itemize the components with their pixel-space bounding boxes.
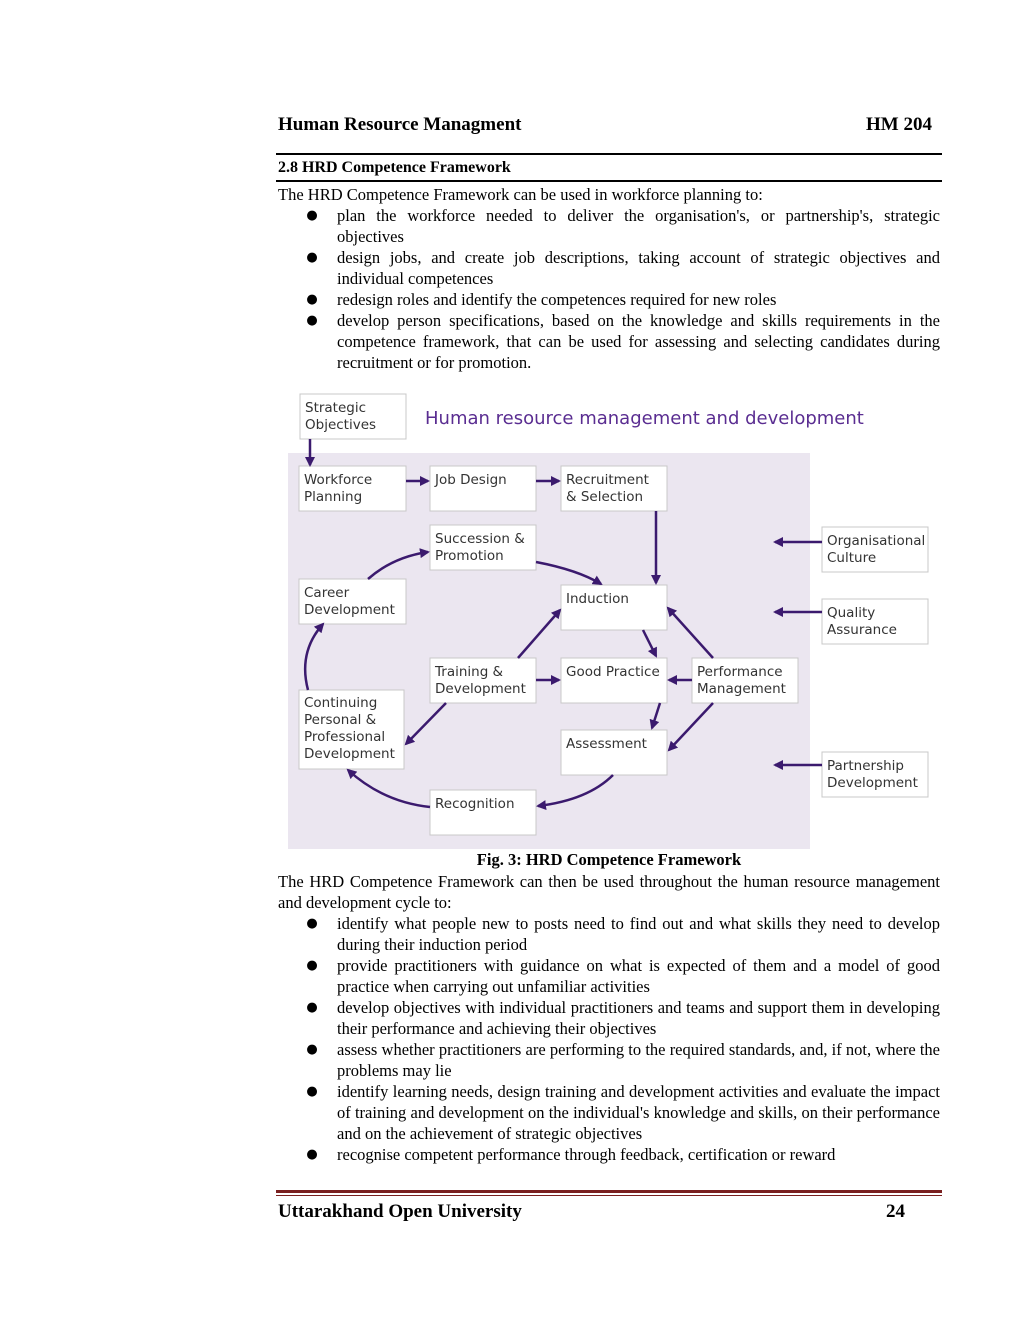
svg-text:Organisational: Organisational (827, 533, 926, 549)
list-item: ● identify learning needs, design training and development activities and evaluate the impact of training and development on the individual's knowledge and skills, on their performance and on the achievement of strategic objectives (306, 1082, 940, 1143)
bullet-icon: ● (306, 1000, 318, 1015)
bullet-icon: ● (306, 916, 318, 931)
list-item: ● redesign roles and identify the competences required for new roles (306, 290, 777, 309)
box-workforce-planning (299, 466, 406, 511)
svg-text:Job Design: Job Design (435, 472, 507, 488)
footer-university: Uttarakhand Open University (278, 1201, 522, 1222)
box-induction (561, 585, 667, 630)
list-item: ● provide practitioners with guidance on what is expected of them and a model of good practice when carrying out unfamiliar activities (306, 956, 940, 996)
svg-text:Promotion: Promotion (435, 548, 504, 564)
hrd-framework-diagram (288, 392, 944, 852)
bullet-icon: ● (306, 292, 318, 307)
list-item: ● identify what people new to posts need to find out and what skills they need to develop during their induction period (306, 914, 940, 954)
list-item: ● design jobs, and create job descriptions, taking account of strategic objectives and individual competences (306, 248, 940, 288)
bullet-icon: ● (306, 208, 318, 223)
list-item: ● plan the workforce needed to deliver the organisation's, or partnership's, strategic objectives (306, 206, 940, 246)
svg-text:Assurance: Assurance (827, 622, 897, 638)
svg-text:Objectives: Objectives (305, 417, 377, 433)
svg-text:Development: Development (435, 681, 526, 697)
box-cppd (299, 690, 404, 769)
svg-text:Performance: Performance (697, 664, 783, 680)
box-career-development (299, 579, 406, 624)
box-quality-assurance (822, 599, 928, 644)
box-assessment (561, 730, 667, 775)
box-good-practice (561, 658, 667, 703)
intro-paragraph: The HRD Competence Framework can be used in workforce planning to: (278, 185, 763, 204)
svg-text:Assessment: Assessment (566, 736, 647, 752)
svg-text:Good Practice: Good Practice (566, 664, 660, 680)
bullet-icon: ● (306, 313, 318, 328)
bullet-icon: ● (306, 1147, 318, 1162)
box-organisational-culture (822, 527, 928, 572)
list-item: ● develop person specifications, based on the knowledge and skills requirements in the competence framework, that can be used for assessing and selecting candidates during recruitment or for promotion. (306, 311, 940, 372)
box-job-design (430, 466, 536, 511)
list-item: ● develop objectives with individual practitioners and teams and support them in developing their performance and achieving their objectives (306, 998, 940, 1038)
svg-text:Development: Development (304, 746, 395, 762)
page-number: 24 (886, 1201, 905, 1222)
svg-text:Development: Development (304, 602, 395, 618)
svg-text:Career: Career (304, 585, 350, 601)
footer-rule-thin (276, 1195, 942, 1196)
svg-text:Planning: Planning (304, 489, 363, 505)
box-recognition (430, 790, 536, 835)
svg-text:Personal &: Personal & (304, 712, 377, 728)
footer-rule-thick (276, 1190, 942, 1193)
svg-text:Development: Development (827, 775, 918, 791)
svg-text:Strategic: Strategic (305, 400, 367, 416)
svg-text:Continuing: Continuing (304, 695, 378, 711)
svg-text:Professional: Professional (304, 729, 386, 745)
svg-text:Quality: Quality (827, 605, 876, 621)
running-header-title: Human Resource Managment (278, 114, 522, 135)
list-item: ● recognise competent performance through feedback, certification or reward (306, 1145, 836, 1164)
box-partnership-development (822, 752, 928, 797)
header-rule (276, 153, 942, 155)
svg-text:Culture: Culture (827, 550, 877, 566)
svg-text:& Selection: & Selection (566, 489, 644, 505)
diagram-title: Human resource management and development (425, 408, 864, 429)
workforce-planning-list (306, 205, 940, 373)
box-performance-management (692, 658, 798, 703)
svg-text:Management: Management (697, 681, 786, 697)
svg-text:Recruitment: Recruitment (566, 472, 649, 488)
section-rule (276, 180, 942, 182)
figure-caption: Fig. 3: HRD Competence Framework (476, 850, 742, 869)
svg-text:Induction: Induction (566, 591, 629, 607)
svg-text:Partnership: Partnership (827, 758, 904, 774)
bullet-icon: ● (306, 958, 318, 973)
bullet-icon: ● (306, 1042, 318, 1057)
cycle-intro-paragraph: The HRD Competence Framework can then be used throughout the human resource management and development cycle to: (278, 872, 940, 912)
box-strategic-objectives (300, 394, 406, 439)
svg-text:Training &: Training & (435, 664, 504, 680)
svg-text:Recognition: Recognition (435, 796, 515, 812)
svg-text:Succession &: Succession & (435, 531, 525, 547)
bullet-icon: ● (306, 250, 318, 265)
box-recruitment-selection (561, 466, 667, 511)
svg-text:Workforce: Workforce (304, 472, 373, 488)
running-header-code: HM 204 (866, 114, 932, 135)
box-training-development (430, 658, 536, 703)
diagram-panel (288, 453, 810, 849)
section-heading: 2.8 HRD Competence Framework (278, 159, 511, 176)
box-succession-promotion (430, 525, 536, 570)
list-item: ● assess whether practitioners are performing to the required standards, and, if not, where the problems may lie (306, 1040, 940, 1080)
bullet-icon: ● (306, 1084, 318, 1099)
hrm-cycle-list (306, 913, 940, 1165)
